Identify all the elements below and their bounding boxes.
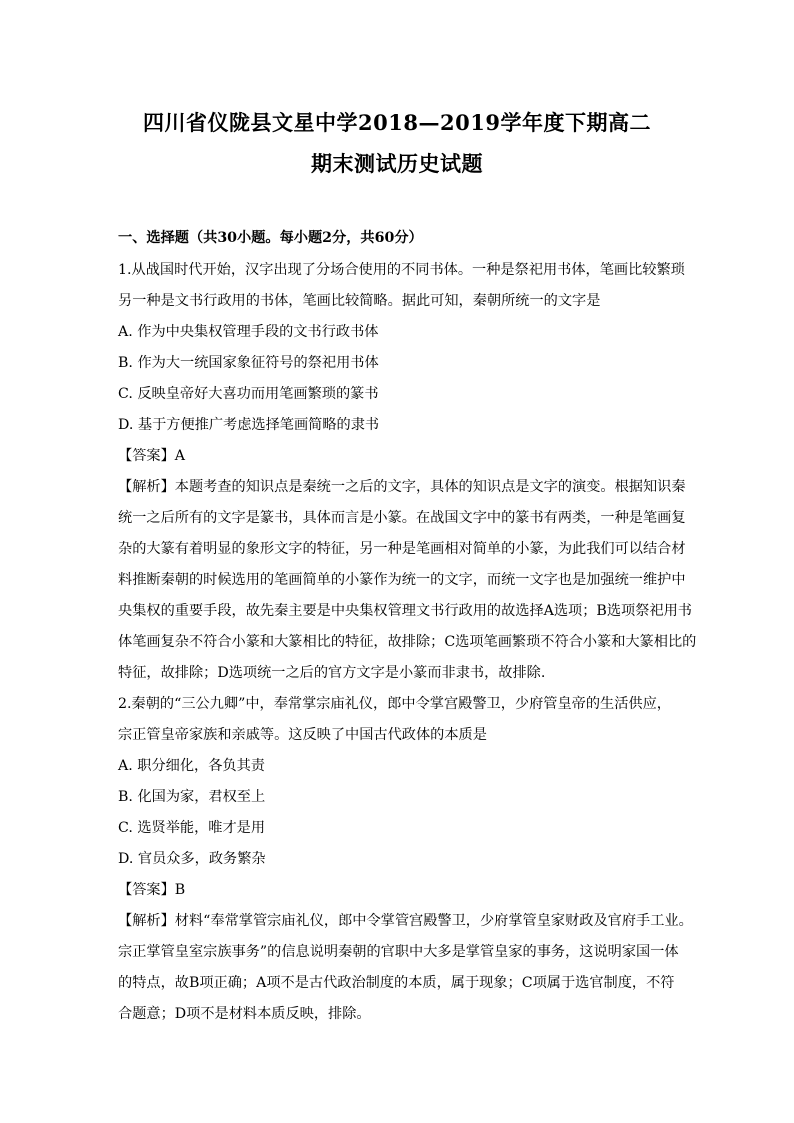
question-stem-line: 2.秦朝的“三公九卿”中，奉常掌宗庙礼仪，郎中令掌宫殿警卫，少府管皇帝的生活供应，: [118, 696, 671, 712]
analysis-line: 特征，故排除；D选项统一之后的官方文字是小篆而非隶书，故排除.: [118, 665, 546, 681]
analysis-line: 的特点，故B项正确；A项不是古代政治制度的本质，属于现象；C项属于选官制度，不符: [118, 975, 675, 991]
document-title-line1: 四川省仪陇县文星中学2018—2019学年度下期高二: [143, 110, 651, 135]
document-title-line2: 期末测试历史试题: [311, 151, 483, 176]
option-d: D. 官员众多，政务繁杂: [118, 851, 266, 867]
question-stem-line: 1.从战国时代开始，汉字出现了分场合使用的不同书体。一种是祭祀用书体，笔画比较繁琐: [118, 262, 685, 278]
analysis-line: 统一之后所有的文字是篆书，具体而言是小篆。在战国文字中的篆书有两类，一种是笔画复: [118, 510, 686, 526]
question-stem-line: 宗正管皇帝家族和亲戚等。这反映了中国古代政体的本质是: [118, 727, 487, 743]
analysis-line: 【解析】本题考查的知识点是秦统一之后的文字，具体的知识点是文字的演变。根据知识秦: [118, 479, 686, 495]
question-stem-line: 另一种是文书行政用的书体，笔画比较简略。据此可知，秦朝所统一的文字是: [118, 293, 601, 309]
option-c: C. 反映皇帝好大喜功而用笔画繁琐的篆书: [118, 386, 379, 402]
option-b: B. 化国为家，君权至上: [118, 789, 266, 805]
section-heading: 一、选择题（共30小题。每小题2分，共60分）: [118, 230, 423, 246]
option-d: D. 基于方便推广考虑选择笔画简略的隶书: [118, 417, 380, 433]
option-a: A. 作为中央集权管理手段的文书行政书体: [118, 324, 379, 340]
analysis-line: 合题意；D项不是材料本质反映，排除。: [118, 1006, 371, 1022]
analysis-line: 宗正掌管皇室宗族事务”的信息说明秦朝的官职中大多是掌管皇家的事务，这说明家国一体: [118, 944, 679, 960]
analysis-line: 料推断秦朝的时候选用的笔画简单的小篆作为统一的文字，而统一文字也是加强统一维护中: [118, 572, 686, 588]
analysis-line: 体笔画复杂不符合小篆和大篆相比的特征，故排除；C选项笔画繁琐不符合小篆和大篆相比的: [118, 634, 697, 650]
option-b: B. 作为大一统国家象征符号的祭祀用书体: [118, 355, 379, 371]
analysis-line: 杂的大篆有着明显的象形文字的特征，另一种是笔画相对简单的小篆，为此我们可以结合材: [118, 541, 686, 557]
analysis-line: 【解析】材料“奉常掌管宗庙礼仪，郎中令掌管宫殿警卫，少府掌管皇家财政及官府手工业。: [118, 913, 693, 929]
option-c: C. 选贤举能，唯才是用: [118, 820, 266, 836]
option-a: A. 职分细化，各负其责: [118, 758, 265, 774]
answer-label: 【答案】B: [118, 882, 186, 898]
analysis-line: 央集权的重要手段，故先秦主要是中央集权管理文书行政用的故选择A选项；B选项祭祀用书: [118, 603, 692, 619]
answer-label: 【答案】A: [118, 448, 185, 464]
